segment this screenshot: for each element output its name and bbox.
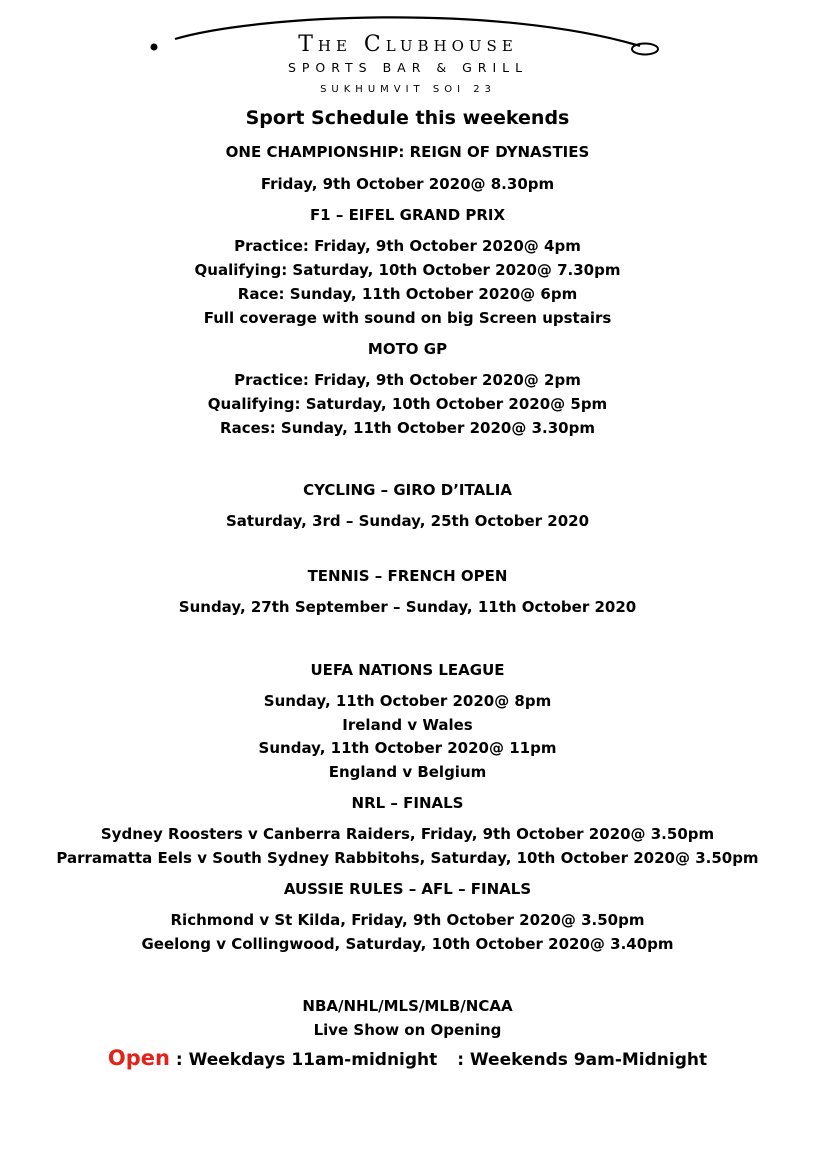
nrl-match-2: Parramatta Eels v South Sydney Rabbitohs, Saturday, 10th October 2020@ 3.50pm (56, 849, 759, 867)
f1-qualifying: Qualifying: Saturday, 10th October 2020@ 7.30pm (194, 261, 621, 279)
cycling-dates: Saturday, 3rd – Sunday, 25th October 2020 (225, 512, 590, 530)
uefa-match-2: England v Belgium (328, 763, 487, 781)
afl-match-1: Richmond v St Kilda, Friday, 9th October 2020@ 3.50pm (170, 911, 645, 929)
motogp-title: MOTO GP (367, 340, 448, 358)
motogp-practice: Practice: Friday, 9th October 2020@ 2pm (234, 371, 581, 389)
open-weekdays: : Weekdays 11am-midnight (169, 1050, 438, 1070)
opening-hours (0, 1046, 815, 1072)
motogp-race: Races: Sunday, 11th October 2020@ 3.30pm (220, 419, 595, 437)
logo-title: The Clubhouse (298, 32, 518, 57)
afl-title: AUSSIE RULES – AFL – FINALS (283, 880, 532, 898)
uefa-time-1: Sunday, 11th October 2020@ 8pm (263, 692, 552, 710)
uefa-time-2: Sunday, 11th October 2020@ 11pm (258, 739, 557, 757)
tennis-title: TENNIS – FRENCH OPEN (307, 567, 508, 585)
logo-location: SUKHUMVIT SOI 23 (320, 84, 496, 95)
page-title: Sport Schedule this weekends (245, 107, 570, 129)
motogp-qualifying: Qualifying: Saturday, 10th October 2020@ 5pm (207, 395, 608, 413)
open-label: Open (107, 1046, 170, 1070)
afl-match-2: Geelong v Collingwood, Saturday, 10th October 2020@ 3.40pm (141, 935, 674, 953)
f1-race: Race: Sunday, 11th October 2020@ 6pm (237, 285, 578, 303)
us-sports-title: NBA/NHL/MLS/MLB/NCAA (302, 997, 513, 1015)
one-championship-title: ONE CHAMPIONSHIP: REIGN OF DYNASTIES (225, 143, 590, 161)
tennis-dates: Sunday, 27th September – Sunday, 11th October 2020 (178, 598, 637, 616)
cycling-title: CYCLING – GIRO D’ITALIA (303, 481, 512, 499)
uefa-match-1: Ireland v Wales (342, 716, 473, 734)
one-championship-time: Friday, 9th October 2020@ 8.30pm (260, 175, 555, 193)
open-weekends: : Weekends 9am-Midnight (451, 1050, 708, 1070)
us-sports-note: Live Show on Opening (313, 1021, 502, 1039)
f1-practice: Practice: Friday, 9th October 2020@ 4pm (234, 237, 581, 255)
nrl-title: NRL – FINALS (351, 794, 464, 812)
f1-title: F1 – EIFEL GRAND PRIX (309, 206, 506, 224)
nrl-match-1: Sydney Roosters v Canberra Raiders, Friday, 9th October 2020@ 3.50pm (100, 825, 715, 843)
logo-subtitle: SPORTS BAR & GRILL (287, 60, 529, 75)
clubhouse-logo (140, 6, 670, 101)
f1-note: Full coverage with sound on big Screen upstairs (203, 309, 612, 327)
uefa-title: UEFA NATIONS LEAGUE (310, 661, 505, 679)
